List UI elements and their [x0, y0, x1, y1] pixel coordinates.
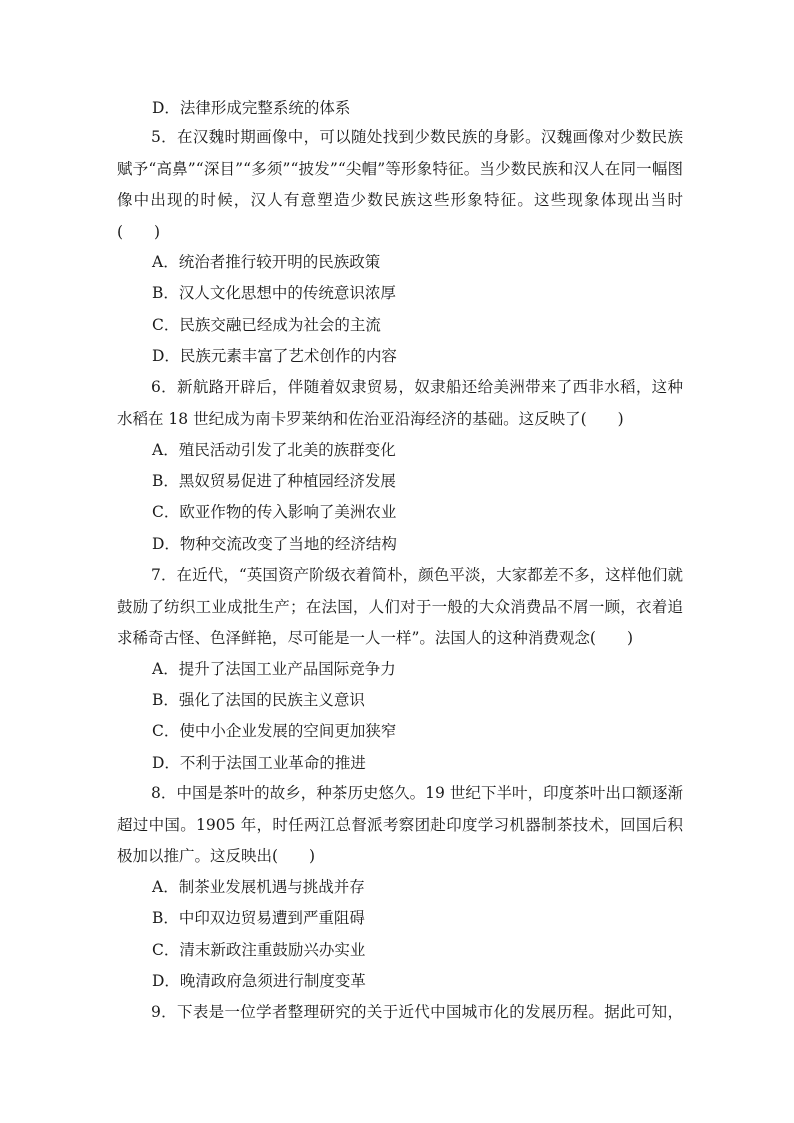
q5-option-c: C．民族交融已经成为社会的主流	[152, 316, 381, 334]
q5-stem: 5．在汉魏时期画像中，可以随处找到少数民族的身影。汉魏画像对少数民族赋予“高鼻”“深目”“多须”“披发”“尖帽”等形象特征。当少数民族和汉人在同一幅图像中出现的时候，汉人有意塑造少数民族这些形象特征。这些现象体现出当时( )	[117, 128, 683, 241]
q7-option-c: C．使中小企业发展的空间更加狭窄	[152, 722, 397, 740]
q5-option-b: B．汉人文化思想中的传统意识浓厚	[152, 284, 396, 302]
q8-option-b: B．中印双边贸易遭到严重阻碍	[152, 909, 365, 927]
q6-option-b: B．黑奴贸易促进了种植园经济发展	[152, 472, 396, 490]
q8-option-c: C．清末新政注重鼓励兴办实业	[152, 941, 366, 959]
q7-option-b: B．强化了法国的民族主义意识	[152, 691, 365, 709]
q6-stem: 6．新航路开辟后，伴随着奴隶贸易，奴隶船还给美洲带来了西非水稻，这种水稻在 18 世纪成为南卡罗莱纳和佐治亚沿海经济的基础。这反映了( )	[117, 378, 683, 428]
q8-stem: 8．中国是茶叶的故乡，种茶历史悠久。19 世纪下半叶，印度茶叶出口额逐渐超过中国。1905 年，时任两江总督派考察团赴印度学习机器制茶技术，回国后积极加以推广。这反映出( )	[117, 784, 683, 865]
q5-option-a: A．统治者推行较开明的民族政策	[152, 253, 381, 271]
q6-option-c: C．欧亚作物的传入影响了美洲农业	[152, 503, 397, 521]
q6-option-d: D．物种交流改变了当地的经济结构	[152, 535, 397, 553]
q7-option-d: D．不利于法国工业革命的推进	[152, 754, 366, 772]
q7-option-a: A．提升了法国工业产品国际竞争力	[152, 660, 396, 678]
q4-option-d: D．法律形成完整系统的体系	[152, 99, 351, 117]
q6-option-a: A．殖民活动引发了北美的族群变化	[152, 441, 396, 459]
q7-stem: 7．在近代，“英国资产阶级衣着简朴，颜色平淡，大家都差不多，这样他们就鼓励了纺织工业成批生产；在法国，人们对于一般的大众消费品不屑一顾，衣着追求稀奇古怪、色泽鲜艳，尽可能是一人一样”。法国人的这种消费观念( )	[117, 566, 683, 647]
q9-stem: 9．下表是一位学者整理研究的关于近代中国城市化的发展历程。据此可知，	[151, 1003, 683, 1021]
q5-option-d: D．民族元素丰富了艺术创作的内容	[152, 347, 397, 365]
q8-option-d: D．晚清政府急须进行制度变革	[152, 972, 366, 990]
q8-option-a: A．制茶业发展机遇与挑战并存	[152, 878, 365, 896]
